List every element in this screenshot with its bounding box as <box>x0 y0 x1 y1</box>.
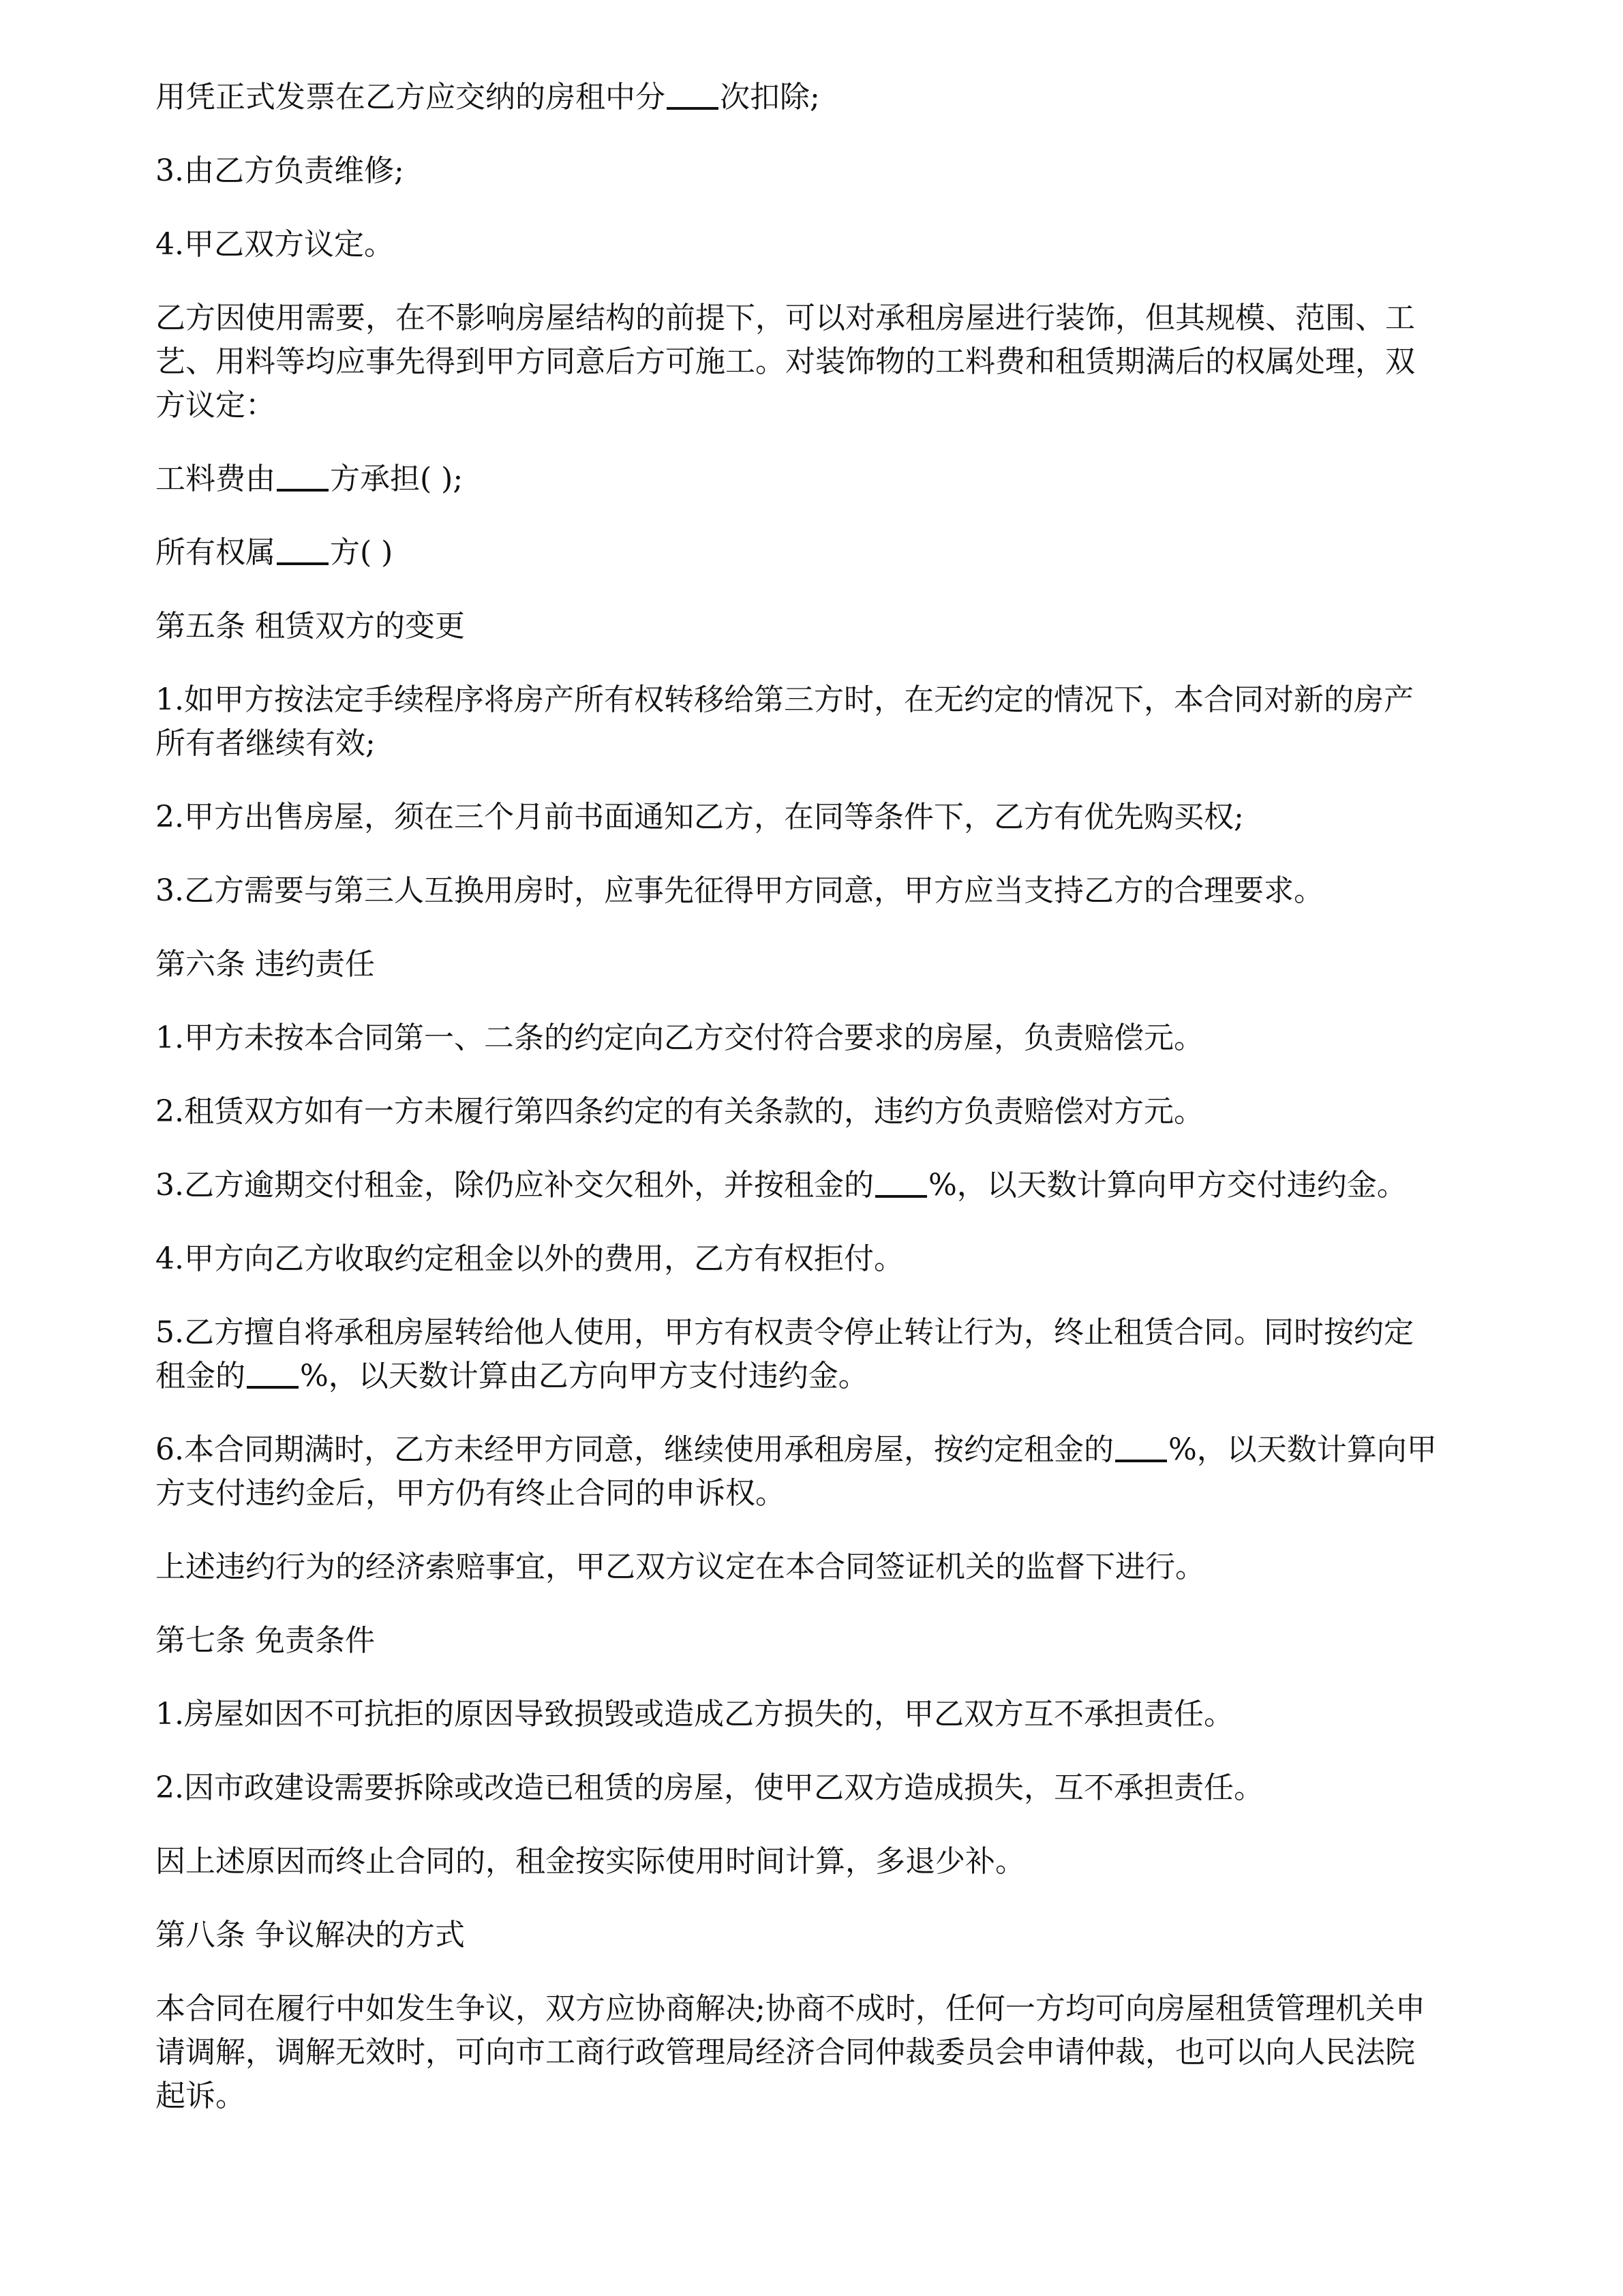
fill-in-blank[interactable] <box>667 80 718 110</box>
paragraph-breach-2 <box>155 1090 1546 1134</box>
paragraph-breach-1 <box>155 1016 1546 1060</box>
fill-in-blank[interactable] <box>247 1359 299 1389</box>
paragraph-line: 所有者继续有效; <box>155 726 376 761</box>
paragraph-line: 上述违约行为的经济索赔事宜，甲乙双方议定在本合同签证机关的监督下进行。 <box>155 1550 1205 1584</box>
paragraph-force-majeure <box>155 1693 1546 1736</box>
paragraph-repair-by-tenant <box>155 149 1546 193</box>
paragraph-dispute-resolution <box>155 1987 1546 2118</box>
paragraph-text: 方承担( ); <box>330 462 464 496</box>
paragraph-text: 方( ) <box>330 535 393 570</box>
paragraph-line: 艺、用料等均应事先得到甲方同意后方可施工。对装饰物的工料费和租赁期满后的权属处理，双 <box>155 344 1415 379</box>
article-heading: 第六条 违约责任 <box>155 947 375 982</box>
paragraph-invoice-deduction <box>155 76 1546 119</box>
paragraph-sale-notice <box>155 796 1546 839</box>
paragraph-rent-settlement <box>155 1840 1546 1884</box>
paragraph-line: 起诉。 <box>155 2079 245 2113</box>
fill-in-blank[interactable] <box>277 535 329 565</box>
paragraph-text: %，以天数计算由乙方向甲方支付违约金。 <box>300 1359 868 1393</box>
paragraph-municipal-demolition <box>155 1766 1546 1810</box>
heading-article-6 <box>155 943 1546 986</box>
paragraph-line: 1.房屋如因不可抗拒的原因导致损毁或造成乙方损失的，甲乙双方互不承担责任。 <box>155 1697 1234 1732</box>
paragraph-line: 本合同在履行中如发生争议，双方应协商解决;协商不成时，任何一方均可向房屋租赁管理机关申 <box>155 1991 1425 2026</box>
paragraph-line: 2.甲方出售房屋，须在三个月前书面通知乙方，在同等条件下，乙方有优先购买权; <box>155 800 1244 834</box>
paragraph-line: 1.甲方未按本合同第一、二条的约定向乙方交付符合要求的房屋，负责赔偿元。 <box>155 1021 1204 1055</box>
paragraph-exchange-housing <box>155 869 1546 913</box>
paragraph-text: 租金的 <box>155 1359 245 1393</box>
paragraph-line: 4.甲方向乙方收取约定租金以外的费用，乙方有权拒付。 <box>155 1241 904 1276</box>
paragraph-text: %，以天数计算向甲 <box>1168 1432 1437 1467</box>
paragraph-text: 3.乙方逾期交付租金，除仍应补交欠租外，并按租金的 <box>155 1168 874 1203</box>
paragraph-ownership-transfer <box>155 678 1546 766</box>
paragraph-text: 工料费由 <box>155 462 275 496</box>
paragraph-text: 6.本合同期满时，乙方未经甲方同意，继续使用承租房屋，按约定租金的 <box>155 1432 1114 1467</box>
paragraph-text: 次扣除; <box>720 80 820 115</box>
paragraph-line: 1.如甲方按法定手续程序将房产所有权转移给第三方时，在无约定的情况下，本合同对新的房产 <box>155 682 1414 717</box>
paragraph-ownership <box>155 531 1546 575</box>
paragraph-line: 5.乙方擅自将承租房屋转给他人使用，甲方有权责令停止转让行为，终止租赁合同。同时按约定 <box>155 1315 1414 1350</box>
paragraph-breach-5 <box>155 1311 1546 1398</box>
paragraph-line: 方支付违约金后，甲方仍有终止合同的申诉权。 <box>155 1476 785 1511</box>
document-page <box>155 0 1546 2296</box>
heading-article-8 <box>155 1914 1546 1957</box>
paragraph-breach-6 <box>155 1428 1546 1515</box>
paragraph-mutual-agreement <box>155 223 1546 267</box>
paragraph-text: %，以天数计算向甲方交付违约金。 <box>928 1168 1407 1203</box>
paragraph-claims-supervision <box>155 1545 1546 1589</box>
article-heading: 第八条 争议解决的方式 <box>155 1918 465 1952</box>
paragraph-breach-3 <box>155 1164 1546 1207</box>
heading-article-5 <box>155 605 1546 648</box>
paragraph-line: 请调解，调解无效时，可向市工商行政管理局经济合同仲裁委员会申请仲裁，也可以向人民法院 <box>155 2035 1415 2070</box>
paragraph-line: 4.甲乙双方议定。 <box>155 227 394 262</box>
paragraph-line: 3.乙方需要与第三人互换用房时，应事先征得甲方同意，甲方应当支持乙方的合理要求。 <box>155 873 1324 908</box>
paragraph-decoration <box>155 297 1546 427</box>
paragraph-text: 所有权属 <box>155 535 275 570</box>
paragraph-line: 乙方因使用需要，在不影响房屋结构的前提下，可以对承租房屋进行装饰，但其规模、范围、工 <box>155 301 1415 335</box>
heading-article-7 <box>155 1619 1546 1663</box>
paragraph-line: 2.因市政建设需要拆除或改造已租赁的房屋，使甲乙双方造成损失，互不承担责任。 <box>155 1770 1264 1805</box>
paragraph-line: 2.租赁双方如有一方未履行第四条约定的有关条款的，违约方负责赔偿对方元。 <box>155 1094 1204 1129</box>
article-heading: 第五条 租赁双方的变更 <box>155 609 465 644</box>
article-heading: 第七条 免责条件 <box>155 1623 375 1658</box>
paragraph-line: 因上述原因而终止合同的，租金按实际使用时间计算，多退少补。 <box>155 1844 1025 1879</box>
paragraph-line: 3.由乙方负责维修; <box>155 153 404 188</box>
paragraph-material-cost <box>155 457 1546 501</box>
paragraph-line: 方议定： <box>155 388 275 423</box>
fill-in-blank[interactable] <box>1115 1432 1167 1462</box>
fill-in-blank[interactable] <box>277 462 329 492</box>
paragraph-text: 用凭正式发票在乙方应交纳的房租中分 <box>155 80 665 115</box>
fill-in-blank[interactable] <box>875 1168 927 1198</box>
paragraph-breach-4 <box>155 1237 1546 1281</box>
